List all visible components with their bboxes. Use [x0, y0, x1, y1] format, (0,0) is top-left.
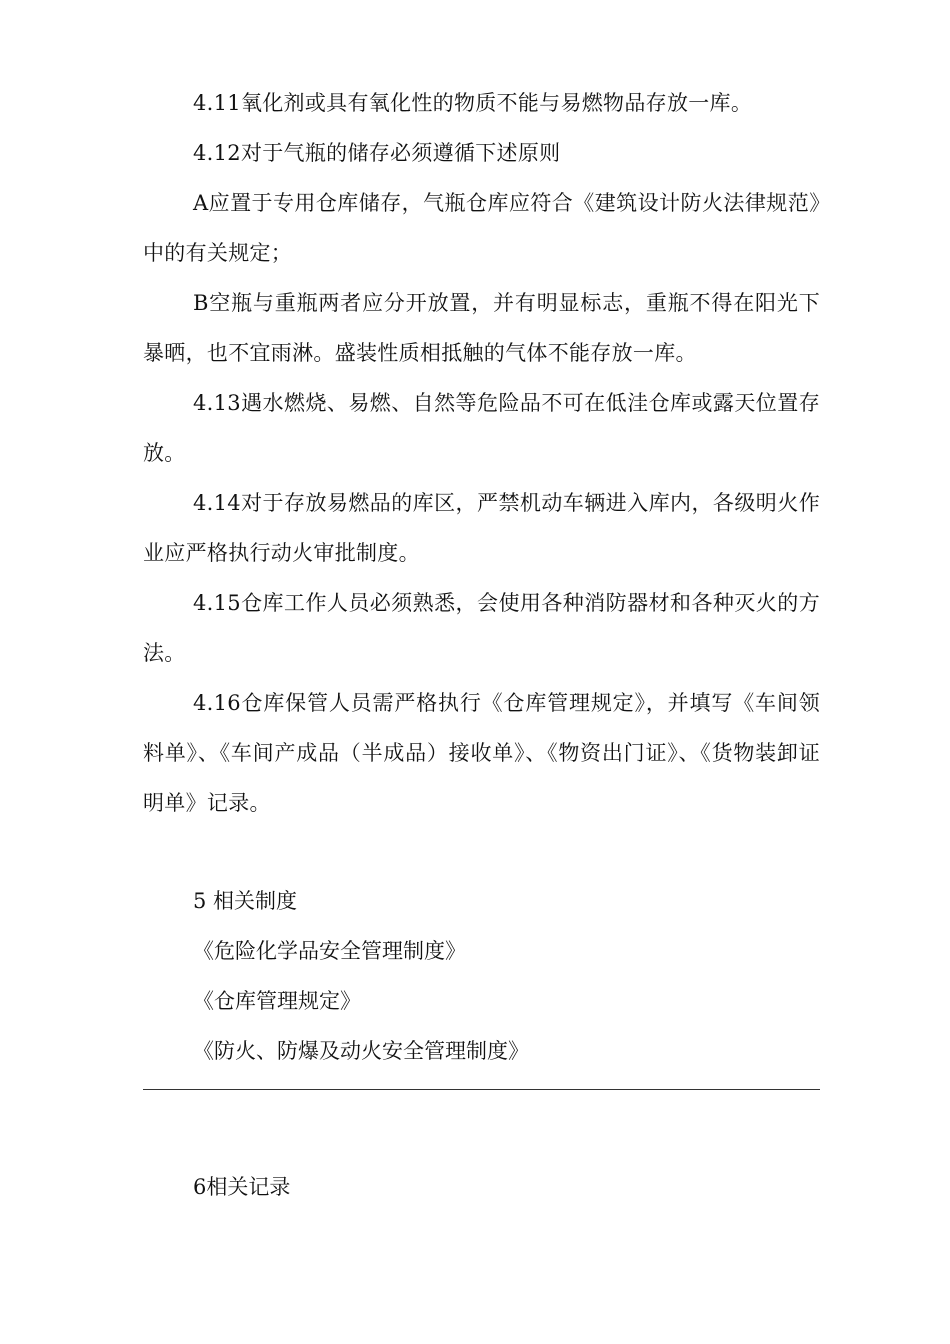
reference-item: 《仓库管理规定》 [193, 989, 361, 1013]
section-5-heading: 5 相关制度 [193, 889, 298, 913]
paragraph-4-12-b: B空瓶与重瓶两者应分开放置，并有明显标志，重瓶不得在阳光下暴晒，也不宜雨淋。盛装性质相抵触的气体不能存放一库。 [143, 291, 820, 365]
reference-item: 《危险化学品安全管理制度》 [193, 939, 466, 963]
paragraph-4-11: 4.11氧化剂或具有氧化性的物质不能与易燃物品存放一库。 [193, 91, 753, 115]
section-6-heading: 6相关记录 [193, 1175, 291, 1199]
paragraph-4-15: 4.15仓库工作人员必须熟悉，会使用各种消防器材和各种灭火的方法。 [143, 591, 820, 665]
paragraph-4-13: 4.13遇水燃烧、易燃、自然等危险品不可在低洼仓库或露天位置存放。 [143, 391, 820, 465]
paragraph-4-12-a: A应置于专用仓库储存，气瓶仓库应符合《建筑设计防火法律规范》中的有关规定； [143, 191, 820, 265]
document-body [143, 78, 820, 1076]
horizontal-divider [143, 1089, 820, 1090]
paragraph-4-16: 4.16仓库保管人员需严格执行《仓库管理规定》，并填写《车间领料单》、《车间产成品（半成品）接收单》、《物资出门证》、《货物装卸证明单》记录。 [143, 691, 820, 815]
paragraph-4-12: 4.12对于气瓶的储存必须遵循下述原则 [193, 141, 561, 165]
section-spacer [143, 828, 820, 876]
paragraph-4-14: 4.14对于存放易燃品的库区，严禁机动车辆进入库内，各级明火作业应严格执行动火审批制度。 [143, 491, 820, 565]
reference-item: 《防火、防爆及动火安全管理制度》 [193, 1039, 529, 1063]
